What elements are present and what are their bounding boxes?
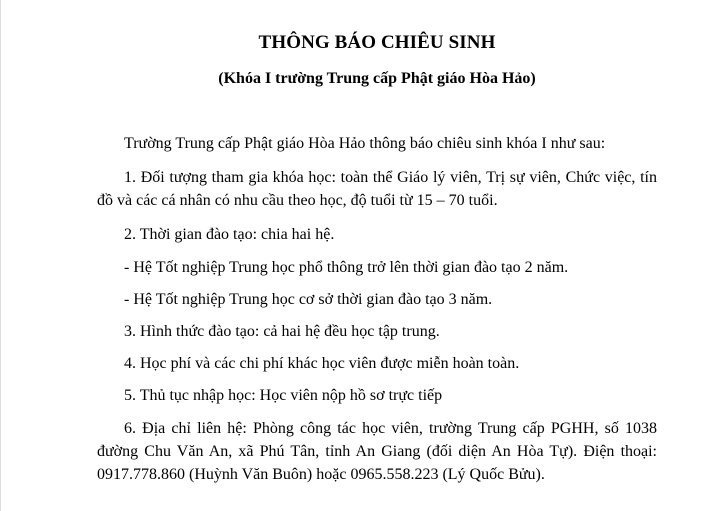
document-subtitle: (Khóa I trường Trung cấp Phật giáo Hòa Hảo) xyxy=(218,70,536,87)
paragraph-training-format: 3. Hình thức đào tạo: cả hai hệ đều học tập trung. xyxy=(124,323,440,340)
paragraph-tuition: 4. Học phí và các chi phí khác học viên được miễn hoàn toàn. xyxy=(124,355,520,372)
paragraph-target-audience: 1. Đối tượng tham gia khóa học: toàn thể Giáo lý viên, Trị sự viên, Chức việc, tín đồ và các cá nhân có nhu cầu theo học, độ tuổi từ 15 – 70 tuổi. xyxy=(97,169,657,209)
document-title: THÔNG BÁO CHIÊU SINH xyxy=(258,32,496,53)
paragraph-intro: Trường Trung cấp Phật giáo Hòa Hảo thông báo chiêu sinh khóa I như sau: xyxy=(124,135,606,152)
paragraph-high-school-track: - Hệ Tốt nghiệp Trung học phổ thông trở lên thời gian đào tạo 2 năm. xyxy=(124,259,569,276)
paragraph-contact-info: 6. Địa chỉ liên hệ: Phòng công tác học viên, trường Trung cấp PGHH, số 1038 đường Chu Văn An, xã Phú Tân, tỉnh An Giang (đối diện An Hòa Tự). Điện thoại: 0917.778.860 (Huỳnh Văn Buôn) hoặc 0965.558.223 (Lý Quốc Bửu). xyxy=(97,420,657,483)
paragraph-training-duration: 2. Thời gian đào tạo: chia hai hệ. xyxy=(124,226,335,243)
paragraph-secondary-school-track: - Hệ Tốt nghiệp Trung học cơ sở thời gian đào tạo 3 năm. xyxy=(124,291,493,308)
paragraph-enrollment-procedure: 5. Thủ tục nhập học: Học viên nộp hồ sơ trực tiếp xyxy=(124,387,443,404)
page-edge xyxy=(0,0,1,511)
